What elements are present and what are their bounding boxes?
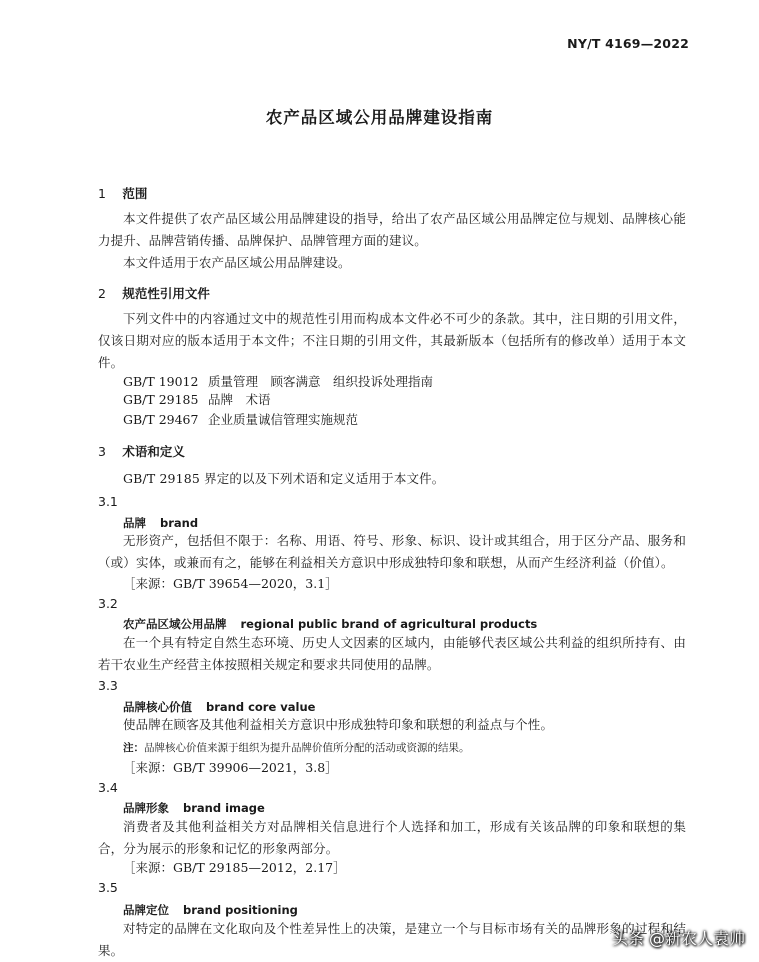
reference-item — [123, 410, 358, 430]
term-definition: 无形资产，包括但不限于：名称、用语、符号、形象、标识、设计或其组合，用于区分产品、服务和（或）实体，或兼而有之，能够在利益相关方意识中形成独特印象和联想，从而产生经济利益（价值）。 — [98, 533, 686, 570]
term-definition: 对特定的品牌在文化取向及个性差异性上的决策，是建立一个与目标市场有关的品牌形象的过程和结果。 — [98, 921, 686, 958]
term-number: 3.1 — [98, 494, 118, 509]
terms-intro-paragraph: GB/T 29185 界定的以及下列术语和定义适用于本文件。 — [123, 471, 445, 486]
term-source: ［来源：GB/T 29185—2012，2.17］ — [123, 860, 346, 875]
term-number: 3.2 — [98, 596, 118, 611]
section-number: 1 — [98, 186, 106, 201]
section-number: 2 — [98, 286, 106, 301]
watermark: 头条 @新农人袁帅 — [611, 929, 745, 948]
reference-title: 企业质量诚信管理实施规范 — [208, 412, 359, 427]
term-english-name: brand positioning — [183, 903, 298, 917]
section-2-heading — [98, 284, 210, 302]
term-heading — [123, 515, 198, 531]
document-title: 农产品区域公用品牌建设指南 — [265, 108, 494, 127]
reference-code: GB/T 19012 — [123, 374, 199, 389]
reference-code: GB/T 29185 — [123, 392, 199, 407]
section-title: 术语和定义 — [122, 444, 185, 459]
reference-item — [123, 372, 433, 392]
term-number: 3.3 — [98, 678, 118, 693]
standard-code: NY/T 4169—2022 — [567, 36, 689, 51]
term-definition: 在一个具有特定自然生态环境、历史人文因素的区域内，由能够代表区域公共利益的组织所持有、由若干农业生产经营主体按照相关规定和要求共同使用的品牌。 — [98, 635, 686, 672]
note-text: 品牌核心价值来源于组织为提升品牌价值所分配的活动或资源的结果。 — [144, 742, 470, 754]
section-1-heading — [98, 184, 147, 202]
term-number: 3.5 — [98, 880, 118, 895]
term-source: ［来源：GB/T 39654—2020，3.1］ — [123, 576, 338, 591]
term-definition: 使品牌在顾客及其他利益相关方意识中形成独特印象和联想的利益点与个性。 — [123, 717, 554, 732]
note-label: 注： — [123, 742, 144, 754]
term-chinese-name: 品牌定位 — [123, 903, 169, 917]
scope-paragraph-2: 本文件适用于农产品区域公用品牌建设。 — [123, 255, 351, 270]
scope-paragraph-1: 本文件提供了农产品区域公用品牌建设的指导，给出了农产品区域公用品牌定位与规划、品牌核心能力提升、品牌营销传播、品牌保护、品牌管理方面的建议。 — [98, 211, 686, 248]
normative-references-paragraph: 下列文件中的内容通过文中的规范性引用而构成本文件必不可少的条款。其中，注日期的引用文件，仅该日期对应的版本适用于本文件；不注日期的引用文件，其最新版本（包括所有的修改单）适用于本文件。 — [98, 311, 686, 370]
section-title: 规范性引用文件 — [122, 286, 210, 301]
term-english-name: brand — [160, 516, 199, 530]
term-chinese-name: 农产品区域公用品牌 — [123, 617, 227, 631]
term-chinese-name: 品牌形象 — [123, 801, 169, 815]
term-note — [123, 740, 470, 755]
term-number: 3.4 — [98, 780, 118, 795]
reference-item — [123, 390, 271, 410]
term-english-name: brand core value — [206, 700, 316, 714]
section-3-heading — [98, 442, 185, 460]
term-english-name: regional public brand of agricultural products — [240, 617, 538, 631]
term-heading — [123, 800, 265, 816]
term-heading — [123, 699, 315, 715]
reference-title: 质量管理 顾客满意 组织投诉处理指南 — [208, 374, 434, 389]
term-heading — [123, 616, 537, 632]
section-title: 范围 — [122, 186, 148, 201]
term-heading — [123, 902, 298, 918]
term-chinese-name: 品牌核心价值 — [123, 700, 192, 714]
term-source: ［来源：GB/T 39906—2021，3.8］ — [123, 760, 338, 775]
reference-title: 品牌 术语 — [208, 392, 271, 407]
term-chinese-name: 品牌 — [123, 516, 146, 530]
term-english-name: brand image — [183, 801, 265, 815]
term-definition: 消费者及其他利益相关方对品牌相关信息进行个人选择和加工，形成有关该品牌的印象和联想的集合，分为展示的形象和记忆的形象两部分。 — [98, 819, 686, 856]
reference-code: GB/T 29467 — [123, 412, 199, 427]
section-number: 3 — [98, 444, 106, 459]
